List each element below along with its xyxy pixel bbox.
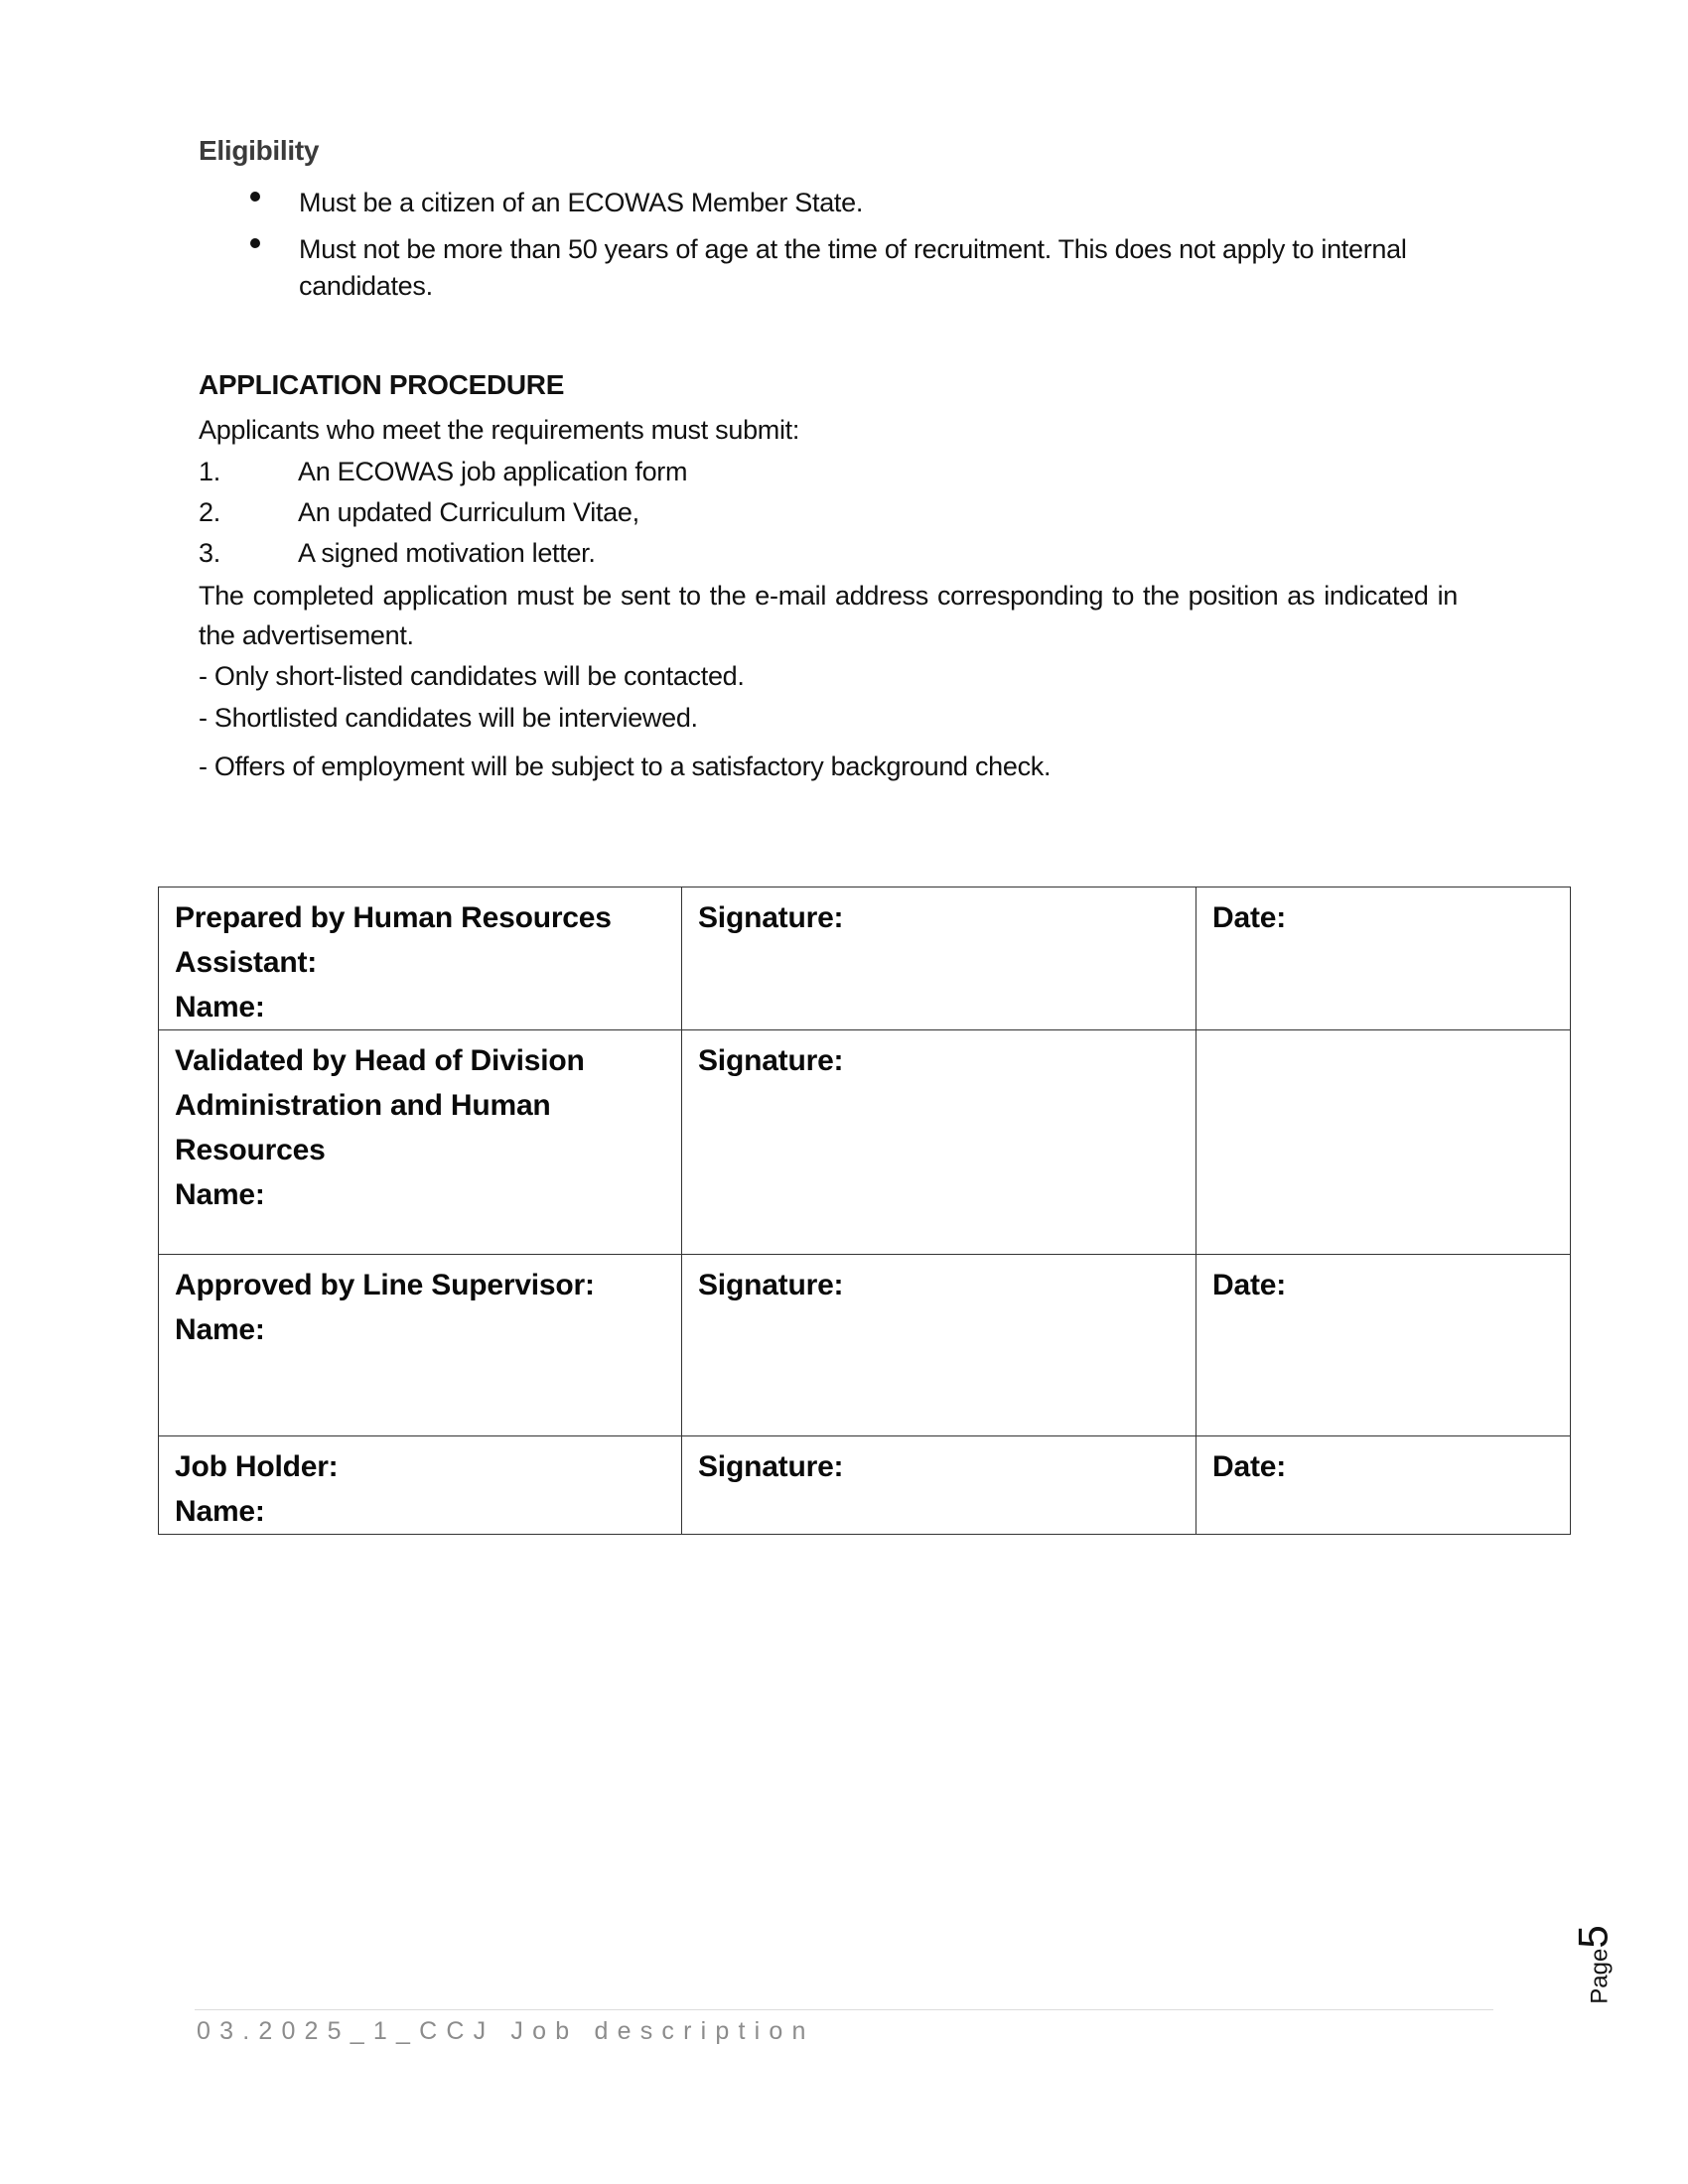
list-item-text-1: An ECOWAS job application form: [298, 457, 688, 486]
signature-cell[interactable]: [682, 1255, 1196, 1436]
table-row-prepared-by: [159, 887, 1571, 1030]
eligibility-bullet-2-line-1: Must not be more than 50 years of age at the time of recruitment. This does not apply to internal: [299, 234, 1407, 264]
list-item-number-1: 1.: [199, 457, 220, 486]
date-label: Date:: [1212, 901, 1287, 934]
list-item-text-2: An updated Curriculum Vitae,: [298, 497, 639, 527]
application-procedure-heading: APPLICATION PROCEDURE: [199, 369, 565, 400]
date-label: Date:: [1212, 1269, 1287, 1301]
signature-cell[interactable]: [682, 887, 1196, 1030]
role-line: Job Holder:: [175, 1450, 339, 1483]
date-label: Date:: [1212, 1450, 1287, 1483]
eligibility-heading: Eligibility: [199, 135, 320, 166]
bullet-icon: [250, 238, 260, 248]
role-line: Prepared by Human Resources: [175, 901, 612, 934]
note-interview: - Shortlisted candidates will be interviewed.: [199, 703, 698, 733]
name-label: Name:: [175, 1495, 265, 1528]
signature-cell[interactable]: [682, 1030, 1196, 1255]
name-label: Name:: [175, 1178, 265, 1211]
eligibility-bullet-1: Must be a citizen of an ECOWAS Member State.: [299, 188, 864, 217]
date-cell[interactable]: [1196, 887, 1571, 1030]
page-number: [1570, 1925, 1618, 2003]
footer-document-name: 03.2025_1_CCJ Job description: [197, 2017, 815, 2045]
page-label: Page: [1586, 1948, 1614, 2004]
signature-label: Signature:: [698, 1269, 844, 1301]
name-label: Name:: [175, 1313, 265, 1346]
role-line: Approved by Line Supervisor:: [175, 1269, 595, 1301]
signature-label: Signature:: [698, 1450, 844, 1483]
footer-divider: [195, 2009, 1493, 2010]
note-shortlist-contact: - Only short-listed candidates will be contacted.: [199, 661, 745, 691]
submission-paragraph: The completed application must be sent to the e-mail address corresponding to the position as indicated in the advertisement.: [199, 581, 1458, 650]
role-line: Resources: [175, 1134, 326, 1166]
page-number-value: 5: [1569, 1925, 1617, 1949]
signature-label: Signature:: [698, 1044, 844, 1077]
role-line: Assistant:: [175, 946, 318, 979]
signature-cell[interactable]: [682, 1436, 1196, 1535]
eligibility-bullet-2-line-2: candidates.: [299, 271, 433, 301]
list-item-number-3: 3.: [199, 538, 220, 568]
role-line: Validated by Head of Division: [175, 1044, 585, 1077]
signature-table: [158, 887, 1571, 1535]
table-row-approved-by: [159, 1255, 1571, 1436]
table-row-validated-by: [159, 1030, 1571, 1255]
list-item-text-3: A signed motivation letter.: [298, 538, 596, 568]
role-cell: [159, 1030, 682, 1255]
signature-label: Signature:: [698, 901, 844, 934]
note-background-check: - Offers of employment will be subject to a satisfactory background check.: [199, 751, 1052, 781]
role-cell: [159, 887, 682, 1030]
list-item-number-2: 2.: [199, 497, 220, 527]
date-cell[interactable]: [1196, 1436, 1571, 1535]
date-cell[interactable]: [1196, 1030, 1571, 1255]
name-label: Name:: [175, 991, 265, 1024]
application-intro: Applicants who meet the requirements must submit:: [199, 415, 800, 445]
date-cell[interactable]: [1196, 1255, 1571, 1436]
role-cell: [159, 1436, 682, 1535]
role-line: Administration and Human: [175, 1089, 551, 1122]
role-cell: [159, 1255, 682, 1436]
bullet-icon: [250, 192, 260, 202]
table-row-job-holder: [159, 1436, 1571, 1535]
